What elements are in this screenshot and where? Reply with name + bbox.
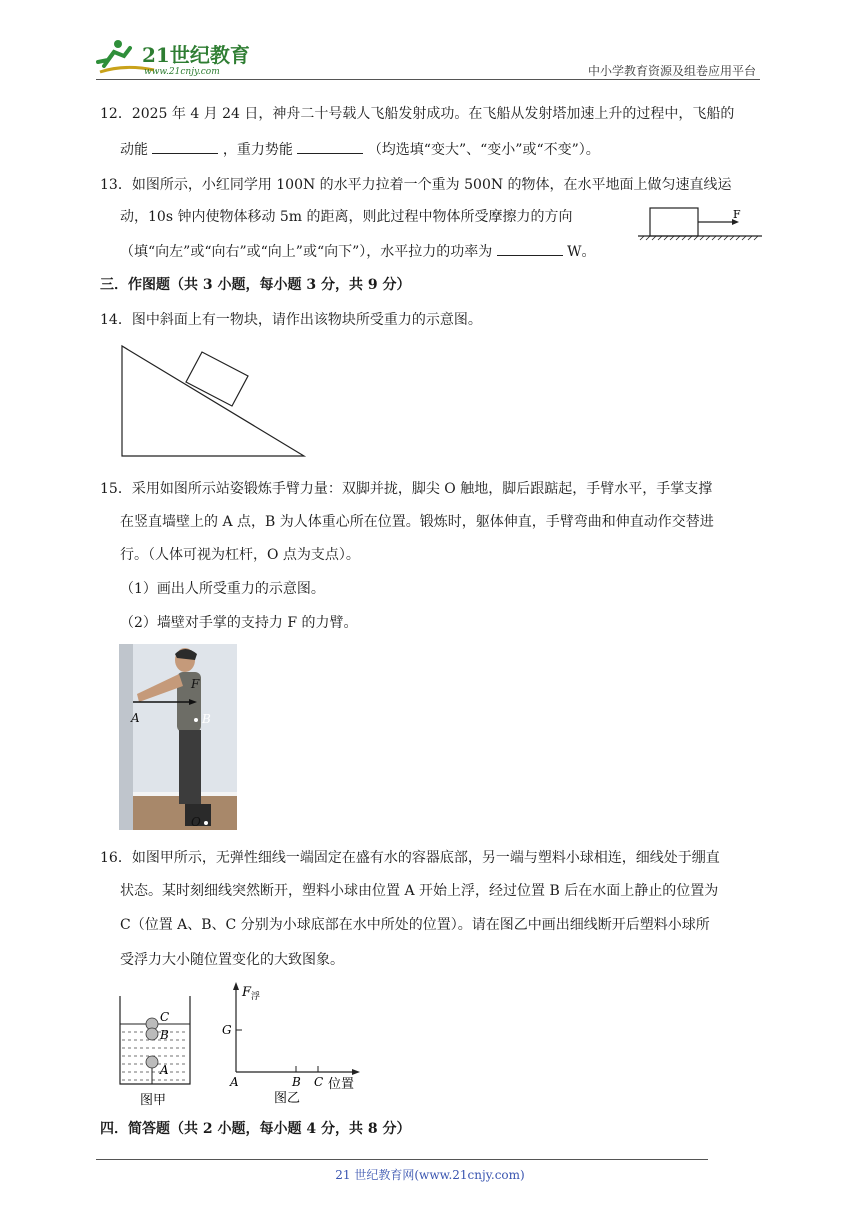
q12-blank-kinetic[interactable] [152, 139, 218, 154]
footer-divider [96, 1159, 708, 1160]
header-platform-text: 中小学教育资源及组卷应用平台 [587, 64, 756, 78]
yi-x-label: 位置 [328, 1077, 355, 1092]
jia-label-C: C [160, 1010, 170, 1024]
yi-label-B: B [292, 1075, 301, 1089]
q16-line2: 状态。某时刻细线突然断开，塑料小球由位置 A 开始上浮，经过位置 B 后在水面上静止的位置为 [120, 883, 719, 899]
photo-label-F: F [191, 677, 200, 691]
q13-line3: （填“向左”或“向右”或“向上”或“向下”），水平拉力的功率为 W。 [120, 241, 596, 262]
header-divider [96, 79, 760, 80]
q12-blank-potential[interactable] [297, 139, 363, 154]
q12-line1: 12．2025 年 4 月 24 日，神舟二十号载人飞船发射成功。在飞船从发射塔加速上升的过程中，飞船的 [100, 106, 735, 122]
yi-label-C: C [314, 1075, 324, 1089]
yi-y-label: $F_浮$ [242, 985, 261, 1002]
q15-sub2: （2）墙壁对手掌的支持力 F 的力臂。 [120, 615, 358, 631]
logo-title: 21世纪教育 [142, 43, 250, 67]
jia-label-A: A [160, 1063, 169, 1077]
q14-incline-figure [118, 342, 310, 464]
photo-label-O: O [191, 815, 201, 829]
q16-figure-yi [216, 980, 366, 1114]
section4-title: 四．简答题（共 2 小题，每小题 4 分，共 8 分） [100, 1121, 411, 1137]
jia-label-B: B [160, 1028, 169, 1042]
q15-line3: 行。（人体可视为杠杆，O 点为支点）。 [120, 547, 360, 563]
footer-link[interactable]: 21 世纪教育网(www.21cnjy.com) [335, 1168, 525, 1182]
q13-force-label: F [733, 208, 741, 221]
section3-title: 三．作图题（共 3 小题，每小题 3 分，共 9 分） [100, 277, 411, 293]
q16-figure-jia [112, 990, 198, 1114]
q16-line3: C（位置 A、B、C 分别为小球底部在水中所处的位置）。请在图乙中画出细线断开后塑料小球所 [120, 917, 710, 933]
q12-line2: 动能 ，重力势能 （均选填“变大”、“变小”或“不变”）。 [120, 139, 600, 160]
q16-line1: 16．如图甲所示，无弹性细线一端固定在盛有水的容器底部，另一端与塑料小球相连，细线处于绷直 [100, 850, 720, 866]
yi-label-A: A [230, 1075, 239, 1089]
photo-label-A: A [131, 711, 140, 725]
q15-sub1: （1）画出人所受重力的示意图。 [120, 581, 325, 597]
q16-line4: 受浮力大小随位置变化的大致图象。 [120, 952, 344, 968]
logo-url: www.21cnjy.com [144, 67, 220, 77]
q14-text: 14．图中斜面上有一物块，请作出该物块所受重力的示意图。 [100, 312, 482, 328]
q15-line2: 在竖直墙壁上的 A 点，B 为人体重心所在位置。锻炼时，躯体伸直，手臂弯曲和伸直动作交替进 [120, 514, 714, 530]
q15-line1: 15．采用如图所示站姿锻炼手臂力量：双脚并拢，脚尖 O 触地，脚后跟踮起，手臂水平，手掌支撑 [100, 481, 713, 497]
q13-line2: 动，10s 钟内使物体移动 5m 的距离，则此过程中物体所受摩擦力的方向 [120, 209, 573, 225]
q15-exercise-photo [119, 644, 237, 834]
q13-blank-power[interactable] [497, 241, 563, 256]
q13-figure [636, 202, 764, 248]
photo-label-B: B [202, 712, 211, 726]
yi-caption: 图乙 [274, 1091, 301, 1106]
jia-caption: 图甲 [140, 1093, 167, 1108]
yi-label-G: G [222, 1023, 232, 1037]
q13-line1: 13．如图所示，小红同学用 100N 的水平力拉着一个重为 500N 的物体，在水平地面上做匀速直线运 [100, 177, 732, 193]
site-logo [94, 36, 264, 78]
